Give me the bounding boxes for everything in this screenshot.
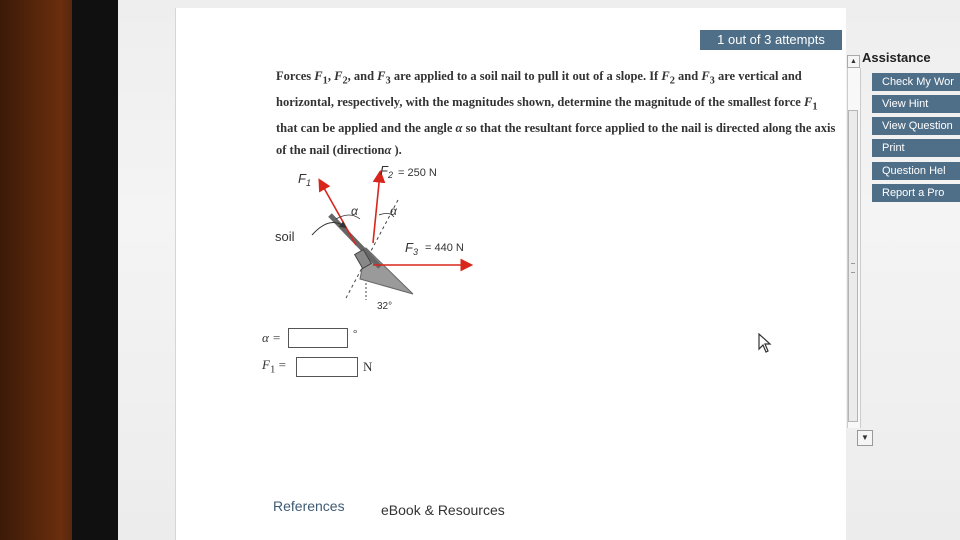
check-my-work-button[interactable]: Check My Wor: [872, 73, 960, 91]
force-subscript: 1: [812, 101, 818, 113]
scroll-up-arrow[interactable]: ▲: [847, 55, 860, 68]
alpha-label-text: α =: [262, 330, 281, 345]
question-text-part: ,: [327, 69, 335, 83]
attempts-badge: 1 out of 3 attempts: [700, 30, 842, 50]
question-text-part: are vertical and horizontal, respectively, with the magnitudes shown, determine the magnitude of the smallest force: [276, 69, 804, 109]
alpha-symbol: α: [455, 121, 463, 135]
ebook-resources-link[interactable]: eBook & Resources: [381, 502, 505, 518]
f1-label-subscript: 1: [269, 363, 276, 376]
f2-value: = 250 N: [398, 167, 437, 179]
scrollbar-grip: [851, 263, 855, 273]
mouse-pointer-icon: [758, 333, 772, 353]
view-hint-button[interactable]: View Hint: [872, 95, 960, 113]
print-button[interactable]: Print: [872, 139, 960, 157]
f1-answer-input[interactable]: [296, 357, 358, 377]
angle-label: 32°: [377, 301, 393, 312]
force-symbol: F: [314, 69, 323, 83]
f1-answer-label: [262, 357, 286, 376]
force-symbol: F: [803, 95, 813, 109]
force-subscript: 3: [385, 75, 391, 87]
force-subscript: 2: [669, 75, 675, 87]
question-text-part: and: [674, 69, 702, 83]
alpha-label-right: α: [390, 204, 397, 218]
f3-label: $F_3$: [405, 240, 418, 257]
force-diagram: [270, 155, 485, 320]
f1-label-symbol: F: [262, 357, 270, 372]
question-text-part: that can be applied and the angle: [276, 121, 456, 135]
question-help-button[interactable]: Question Hel: [872, 162, 960, 180]
force-symbol: F: [377, 69, 386, 83]
question-text: [276, 66, 841, 161]
references-link[interactable]: References: [273, 498, 345, 514]
soil-label: soil: [275, 229, 295, 244]
alpha-answer-label: [262, 330, 281, 346]
alpha-symbol: α: [384, 142, 392, 157]
force-subscript: 2: [342, 75, 348, 87]
assistance-title: Assistance: [862, 50, 931, 65]
question-text-part: so that the resultant force applied to the nail is directed along the axis of the nail (direction: [276, 121, 836, 157]
scroll-down-arrow[interactable]: ▼: [857, 430, 873, 446]
view-question-button[interactable]: View Question: [872, 117, 960, 135]
alpha-label-left: α: [351, 204, 358, 218]
f2-arrow: [373, 173, 380, 243]
f2-label: $F_2$: [380, 163, 393, 180]
question-text-part: are applied to a soil nail to pull it out of a slope. If: [390, 69, 662, 83]
f3-value: = 440 N: [425, 242, 464, 254]
force-symbol: F: [334, 69, 343, 83]
force-subscript: 3: [709, 75, 715, 87]
f1-label: $F_1$: [298, 171, 311, 188]
force-subscript: 1: [322, 75, 328, 87]
force-symbol: F: [701, 69, 710, 83]
report-problem-button[interactable]: Report a Pro: [872, 184, 960, 202]
alpha-answer-input[interactable]: [288, 328, 348, 348]
degree-unit: °: [353, 328, 358, 340]
force-symbol: F: [661, 69, 670, 83]
question-text-part: Forces: [276, 69, 315, 83]
newton-unit: N: [363, 359, 373, 374]
question-text-part: , and: [347, 69, 378, 83]
question-text-part: ).: [391, 142, 402, 157]
f1-label-equals: =: [275, 357, 286, 372]
